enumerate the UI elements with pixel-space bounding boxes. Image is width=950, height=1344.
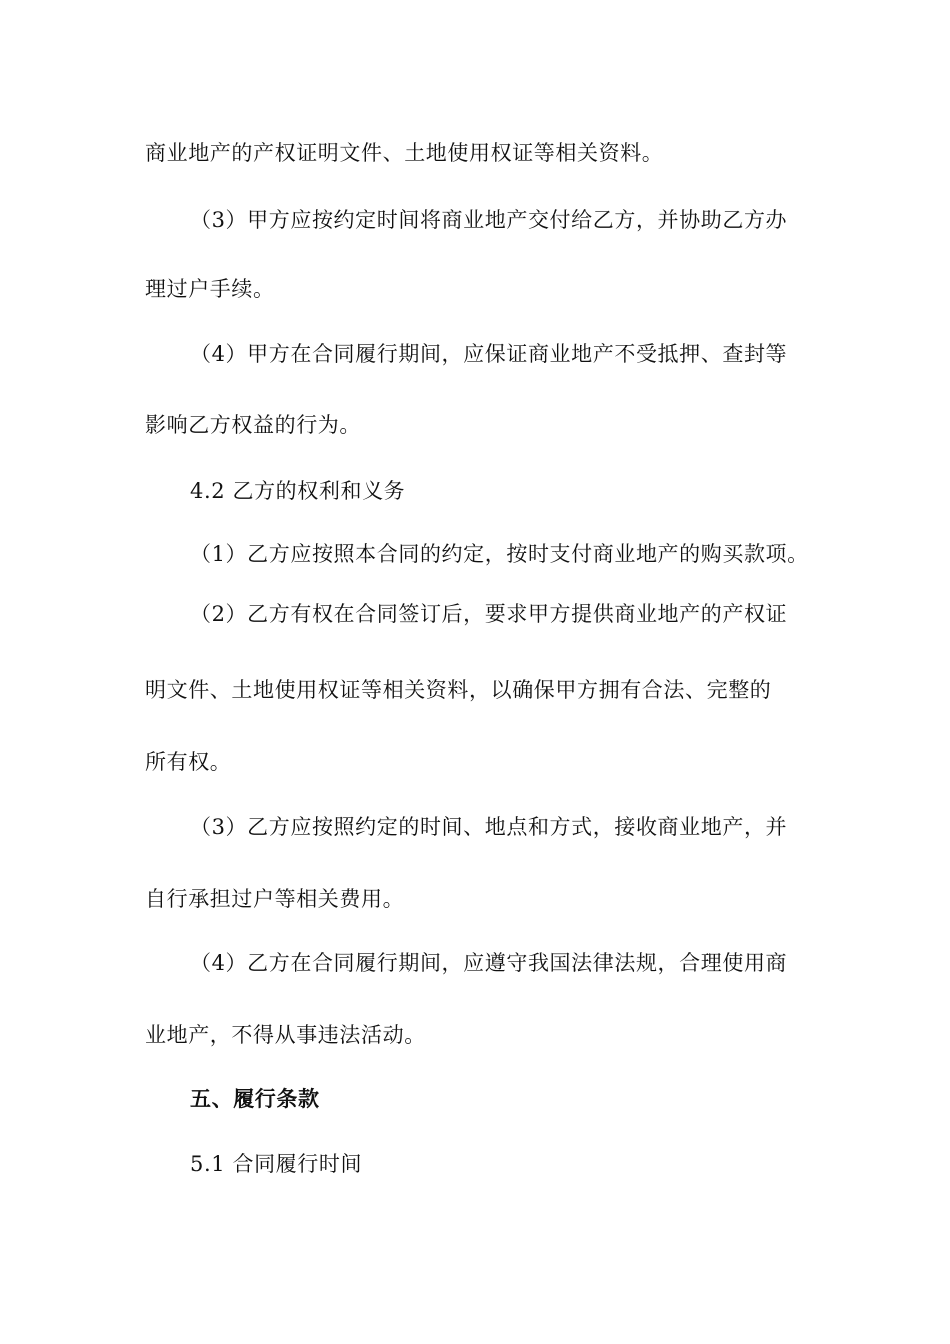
- text-line: （3）乙方应按照约定的时间、地点和方式，接收商业地产，并: [190, 815, 788, 839]
- text-line: 商业地产的产权证明文件、土地使用权证等相关资料。: [145, 141, 664, 165]
- text-line: 理过户手续。: [145, 277, 275, 301]
- text-line: （3）甲方应按约定时间将商业地产交付给乙方，并协助乙方办: [190, 208, 788, 232]
- text-line: （1）乙方应按照本合同的约定，按时支付商业地产的购买款项。: [190, 542, 809, 566]
- text-line: 影响乙方权益的行为。: [145, 413, 361, 437]
- section-heading: 4.2 乙方的权利和义务: [190, 479, 406, 503]
- text-line: （4）甲方在合同履行期间，应保证商业地产不受抵押、查封等: [190, 342, 788, 366]
- text-line: 业地产，不得从事违法活动。: [145, 1023, 426, 1047]
- chapter-heading: 五、履行条款: [190, 1086, 320, 1111]
- text-line: 自行承担过户等相关费用。: [145, 887, 405, 911]
- text-line: 明文件、土地使用权证等相关资料，以确保甲方拥有合法、完整的: [145, 678, 772, 702]
- text-line: （4）乙方在合同履行期间，应遵守我国法律法规，合理使用商: [190, 951, 788, 975]
- text-line: 所有权。: [145, 750, 232, 774]
- text-line: （2）乙方有权在合同签订后，要求甲方提供商业地产的产权证: [190, 602, 788, 626]
- section-heading: 5.1 合同履行时间: [190, 1152, 363, 1176]
